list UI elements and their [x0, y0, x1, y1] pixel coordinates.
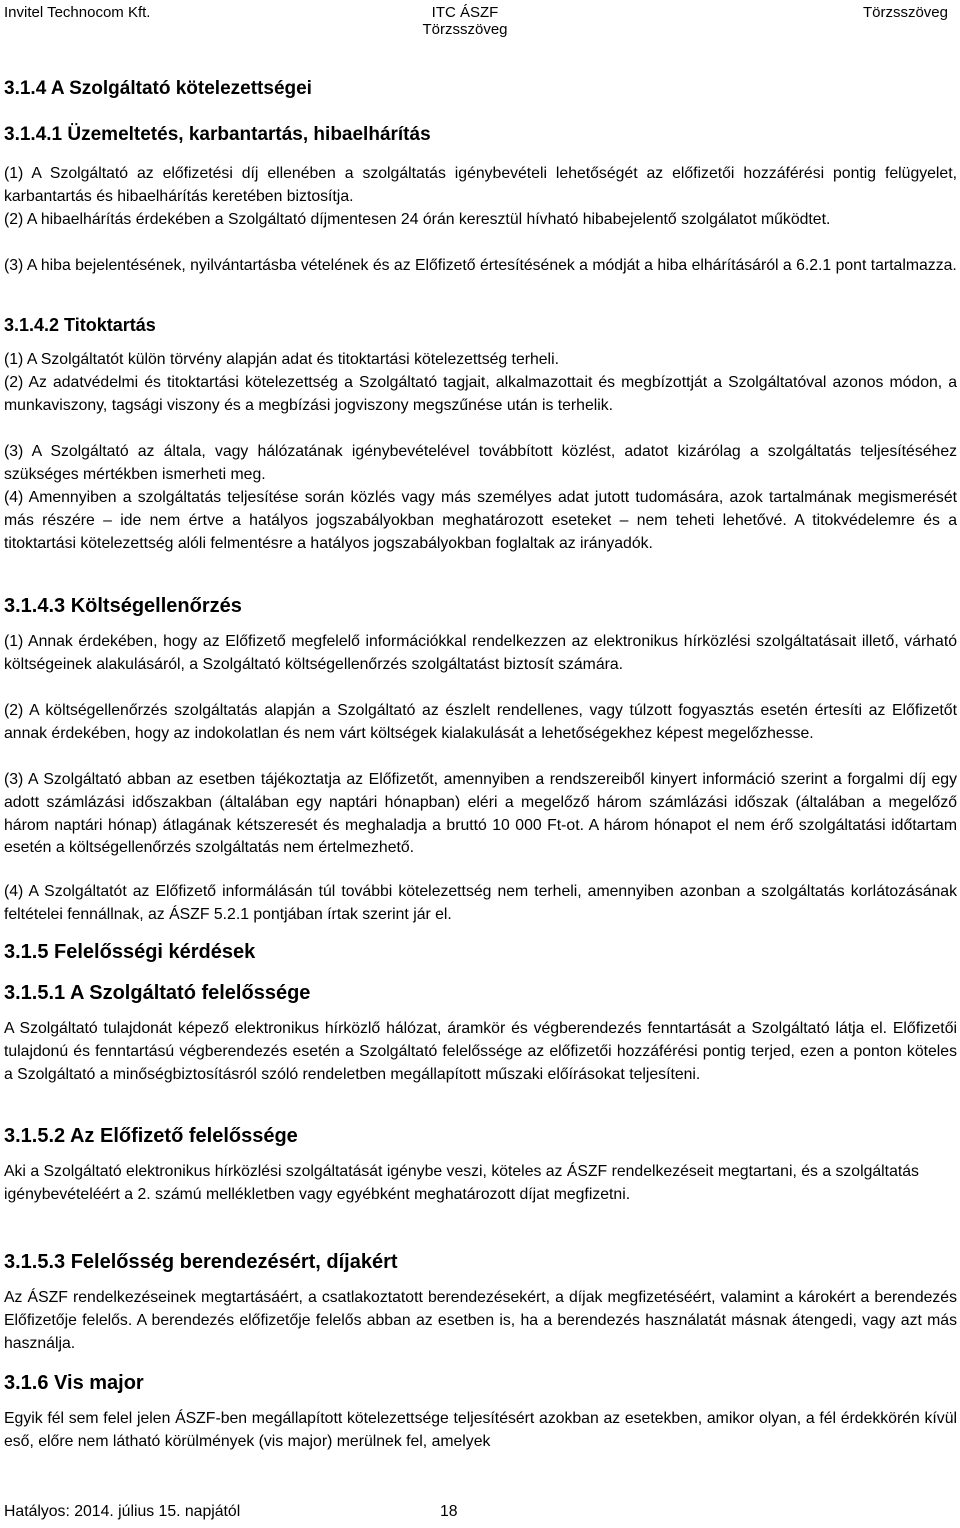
paragraph-3-1-4-3-3: (3) A Szolgáltató abban az esetben tájékoztatja az Előfizetőt, amennyiben a rendszereiből kinyert információ szerint a forgalmi díj egy adott számlázási időszakban (általában egy naptári hónapban) eléri a megelőző három számlázási időszak (általában a megelőző három naptári hónap) átlagának kétszeresét és meghaladja a bruttó 10 000 Ft-ot. A három hónapot el nem érő szolgáltatási időtartam esetén a költségellenőrzés szolgáltatás nem értelmezhető. [4, 771, 957, 857]
paragraph-3-1-4-1-2: (2) A hibaelhárítás érdekében a Szolgáltató díjmentesen 24 órán keresztül hívható hibabejelentő szolgálatot működtet. [4, 211, 831, 228]
paragraph-3-1-5-1: A Szolgáltató tulajdonát képező elektronikus hírközlő hálózat, áramkör és végberendezés fenntartását a Szolgáltató látja el. Előfizetői tulajdonú és fenntartású végberendezés esetén a Szolgáltató felelőssége az előfizetői hozzáférési pontig terjed, ezen a ponton köteles a Szolgáltató a minőségbiztosításról szóló rendeletben megállapított műszaki előírásokat teljesíteni. [4, 1020, 957, 1083]
paragraph-3-1-4-2-3: (3) A Szolgáltató az általa, vagy hálózatának igénybevételével továbbított közlést, adatot kizárólag a szolgáltatás teljesítéséhez szükséges mértékben ismerheti meg. [4, 443, 957, 483]
heading-3-1-4: 3.1.4 A Szolgáltató kötelezettségei [4, 78, 312, 99]
paragraph-3-1-5-3: Az ÁSZF rendelkezéseinek megtartásáért, a csatlakoztatott berendezésekért, a díjak megfizetéséért, valamint a károkért a berendezés Előfizetője felelős. A berendezés előfizetője felelős abban az esetben is, ha a berendezés használatát másnak átengedi, vagy azt más használja. [4, 1289, 957, 1352]
heading-3-1-5: 3.1.5 Felelősségi kérdések [4, 941, 256, 963]
header-torzsszoveg: Törzsszöveg [422, 21, 508, 38]
page-number: 18 [440, 1503, 458, 1520]
paragraph-3-1-4-2-2: (2) Az adatvédelmi és titoktartási kötelezettség a Szolgáltató tagjait, alkalmazottait és megbízottját a Szolgáltatóval azonos módon, a munkaviszony, tagsági viszony és a megbízási jogviszony megszűnése után is terhelik. [4, 374, 957, 414]
header-version: Törzsszöveg [862, 4, 948, 21]
paragraph-3-1-6: Egyik fél sem felel jelen ÁSZF-ben megállapított kötelezettsége teljesítésért azokban az esetekben, amikor olyan, a fél érdekkörén kívül eső, előre nem látható körülmények (vis major) merülnek fel, amelyek [4, 1410, 957, 1450]
heading-3-1-4-3: 3.1.4.3 Költségellenőrzés [4, 595, 242, 617]
heading-3-1-5-2: 3.1.5.2 Az Előfizető felelőssége [4, 1125, 298, 1147]
footer-effective-date: Hatályos: 2014. július 15. napjától [4, 1503, 241, 1520]
heading-3-1-4-1: 3.1.4.1 Üzemeltetés, karbantartás, hibaelhárítás [4, 124, 431, 145]
paragraph-3-1-4-2-4: (4) Amennyiben a szolgáltatás teljesítése során közlés vagy más személyes adat jutott tudomására, azok tartalmának megismerését más részére – ide nem értve a hatályos jogszabályokban meghatározott eseteket – nem teheti lehetővé. A titokvédelemre és a titoktartási kötelezettség alóli felmentésre a hatályos jogszabályokban foglaltak az irányadók. [4, 489, 957, 552]
paragraph-3-1-4-3-2: (2) A költségellenőrzés szolgáltatás alapján a Szolgáltató az észlelt rendellenes, vagy túlzott fogyasztás esetén értesíti az Előfizetőt annak érdekében, hogy az indokolatlan és nem várt költségek kialakulását a lehetőségekhez képest megelőzhesse. [4, 702, 957, 742]
paragraph-3-1-4-3-1: (1) Annak érdekében, hogy az Előfizető megfelelő információkkal rendelkezzen az elektronikus hírközlési szolgáltatásait illető, várható költségeinek alakulásáról, a Szolgáltató költségellenőrzés szolgáltatást biztosít számára. [4, 633, 957, 673]
heading-3-1-4-2: 3.1.4.2 Titoktartás [4, 315, 156, 335]
paragraph-3-1-4-3-4: (4) A Szolgáltatót az Előfizető informálásán túl további kötelezettség nem terheli, amennyiben azonban a szolgáltatás korlátozásának feltételei fennállnak, az ÁSZF 5.2.1 pontjában írtak szerint jár el. [4, 883, 957, 923]
header-company: Invitel Technocom Kft. [4, 4, 151, 21]
paragraph-3-1-4-2-1: (1) A Szolgáltatót külön törvény alapján adat és titoktartási kötelezettség terheli. [4, 351, 559, 368]
paragraph-3-1-5-2: Aki a Szolgáltató elektronikus hírközlési szolgáltatását igénybe veszi, köteles az ÁSZF rendelkezéseit megtartani, és a szolgáltatás igénybevételéért a 2. számú mellékletben vagy egyébként meghatározott díjat megfizetni. [4, 1163, 919, 1203]
header-aszf: ITC ÁSZF [431, 4, 499, 21]
heading-3-1-5-1: 3.1.5.1 A Szolgáltató felelőssége [4, 982, 311, 1004]
paragraph-3-1-4-1-3: (3) A hiba bejelentésének, nyilvántartásba vételének és az Előfizető értesítésének a módját a hiba elhárításáról a 6.2.1 pont tartalmazza. [4, 257, 957, 274]
heading-3-1-6: 3.1.6 Vis major [4, 1372, 144, 1394]
header-document-title [400, 4, 530, 38]
paragraph-3-1-4-1-1: (1) A Szolgáltató az előfizetési díj ellenében a szolgáltatás igénybevételi lehetőségét az előfizetői hozzáférési pontig felügyelet, karbantartás és hibaelhárítás keretében biztosítja. [4, 165, 957, 205]
heading-3-1-5-3: 3.1.5.3 Felelősség berendezésért, díjakért [4, 1251, 398, 1273]
